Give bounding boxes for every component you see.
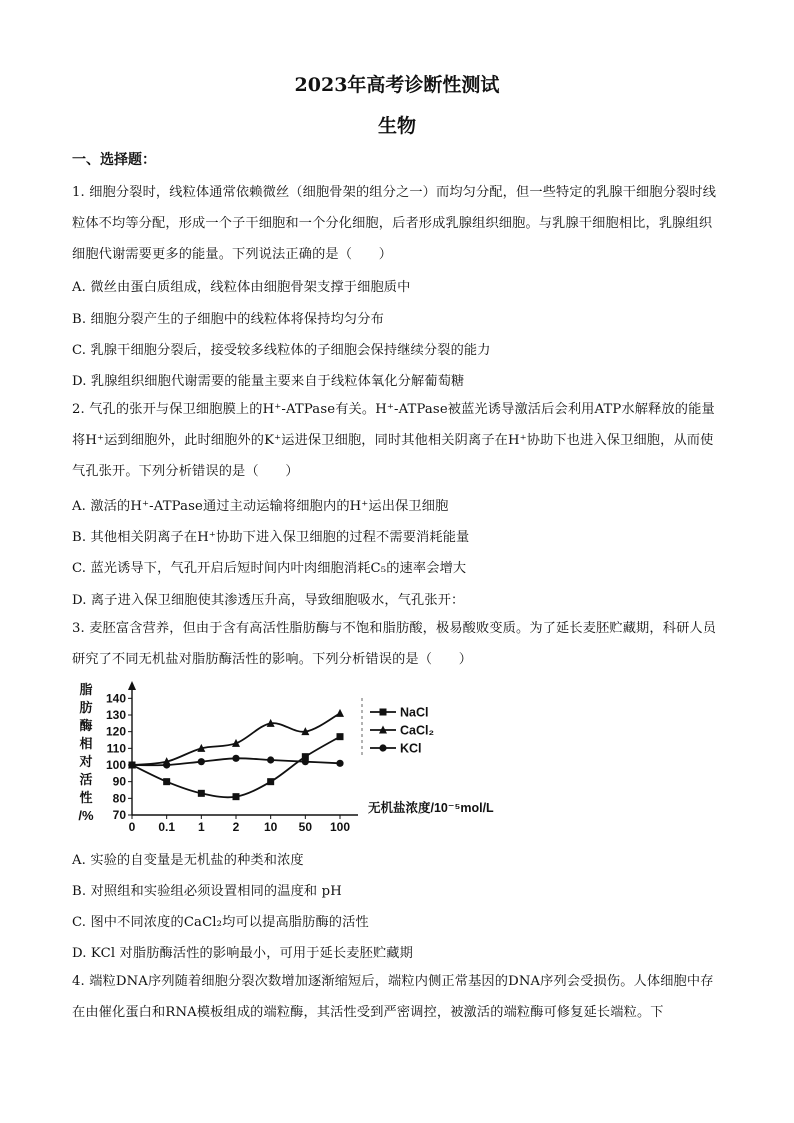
legend-marker-square xyxy=(380,709,387,716)
question-1-option-a: A. 微丝由蛋白质组成，线粒体由细胞骨架支撑于细胞质中 xyxy=(72,280,411,295)
y-tick-label: 130 xyxy=(105,708,126,722)
question-2-option-c: C. 蓝光诱导下，气孔开启后短时间内叶肉细胞消耗C₅的速率会增大 xyxy=(72,561,467,576)
x-tick-label: 2 xyxy=(232,820,240,834)
data-point-triangle xyxy=(336,709,344,717)
y-tick-label: 110 xyxy=(106,741,126,756)
question-1-option-c: C. 乳腺干细胞分裂后，接受较多线粒体的子细胞会保持继续分裂的能力 xyxy=(72,343,491,358)
y-axis-label: 脂肪酶相对活性/% xyxy=(78,682,94,823)
x-tick-label: 0 xyxy=(128,820,136,834)
y-tick-label: 80 xyxy=(112,791,126,806)
question-3-option-b: B. 对照组和实验组必须设置相同的温度和 pH xyxy=(72,884,342,899)
question-3-option-d: D. KCl 对脂肪酶活性的影响最小，可用于延长麦胚贮藏期 xyxy=(72,946,413,961)
y-tick-label: 70 xyxy=(112,808,126,822)
question-2-option-d: D. 离子进入保卫细胞使其渗透压升高，导致细胞吸水，气孔张开： xyxy=(72,593,465,608)
data-point-circle xyxy=(163,761,170,768)
y-axis-arrow xyxy=(128,681,136,690)
legend-label: KCl xyxy=(400,741,422,756)
question-2-option-a: A. 激活的H⁺-ATPase通过主动运输将细胞内的H⁺运出保卫细胞 xyxy=(72,499,449,514)
section-heading: 一、选择题： xyxy=(72,152,156,168)
x-tick-label: 10 xyxy=(263,820,278,834)
data-point-circle xyxy=(302,758,309,765)
exam-title: 2023年高考诊断性测试 xyxy=(294,74,500,96)
data-point-square xyxy=(163,778,170,785)
data-point-square xyxy=(198,790,205,797)
data-point-circle xyxy=(128,761,135,768)
question-3-option-a: A. 实验的自变量是无机盐的种类和浓度 xyxy=(72,853,304,868)
x-tick-label: 0.1 xyxy=(158,820,176,834)
x-tick-label: 100 xyxy=(329,820,351,834)
legend-label: CaCl₂ xyxy=(400,723,435,738)
question-1-option-d: D. 乳腺组织细胞代谢需要的能量主要来自于线粒体氧化分解葡萄糖 xyxy=(72,374,465,389)
data-point-square xyxy=(233,793,240,800)
data-point-square xyxy=(267,778,274,785)
x-tick-label: 1 xyxy=(197,820,205,834)
question-4-stem: 4. 端粒DNA序列随着细胞分裂次数增加逐渐缩短后，端粒内侧正常基因的DNA序列会受损伤。人体细胞中存在由催化蛋白和RNA模板组成的端粒酶，其活性受到严密调控，被激活的端粒酶可修复延长端粒。下 xyxy=(72,974,714,1020)
lipase-activity-chart xyxy=(72,680,522,835)
question-3-stem: 3. 麦胚富含营养，但由于含有高活性脂肪酶与不饱和脂肪酸，极易酸败变质。为了延长麦胚贮藏期，科研人员研究了不同无机盐对脂肪酶活性的影响。下列分析错误的是（ ） xyxy=(72,621,717,667)
y-tick-label: 100 xyxy=(105,758,126,772)
legend-marker-circle xyxy=(379,744,386,751)
y-tick-label: 140 xyxy=(105,691,126,706)
x-axis-label: 无机盐浓度/10⁻⁵mol/L xyxy=(368,801,494,815)
question-2-stem: 2. 气孔的张开与保卫细胞膜上的H⁺-ATPase有关。H⁺-ATPase被蓝光诱导激活后会利用ATP水解释放的能量将H⁺运到细胞外，此时细胞外的K⁺运进保卫细胞，同时其他相关阴离子在H⁺协助下也进入保卫细胞，从而使气孔张开。下列分析错误的是（ ） xyxy=(72,402,715,479)
data-point-circle xyxy=(232,755,239,762)
question-3-option-c: C. 图中不同浓度的CaCl₂均可以提高脂肪酶的活性 xyxy=(72,915,369,930)
subject-title: 生物 xyxy=(377,115,416,137)
legend-label: NaCl xyxy=(400,705,429,720)
y-tick-label: 120 xyxy=(105,724,126,739)
data-point-circle xyxy=(267,756,274,763)
question-2-option-b: B. 其他相关阴离子在H⁺协助下进入保卫细胞的过程不需要消耗能量 xyxy=(72,530,470,545)
data-point-circle xyxy=(336,760,343,767)
y-tick-label: 90 xyxy=(112,774,126,789)
data-point-circle xyxy=(198,758,205,765)
question-1-stem: 1. 细胞分裂时，线粒体通常依赖微丝（细胞骨架的组分之一）而均匀分配，但一些特定的乳腺干细胞分裂时线粒体不均等分配，形成一个子干细胞和一个分化细胞，后者形成乳腺组织细胞。与乳腺干细胞相比，乳腺组织细胞代谢需要更多的能量。下列说法正确的是（ ） xyxy=(72,185,717,262)
data-point-square xyxy=(337,733,344,740)
x-tick-label: 50 xyxy=(298,820,313,834)
question-1-option-b: B. 细胞分裂产生的子细胞中的线粒体将保持均匀分布 xyxy=(72,312,384,327)
